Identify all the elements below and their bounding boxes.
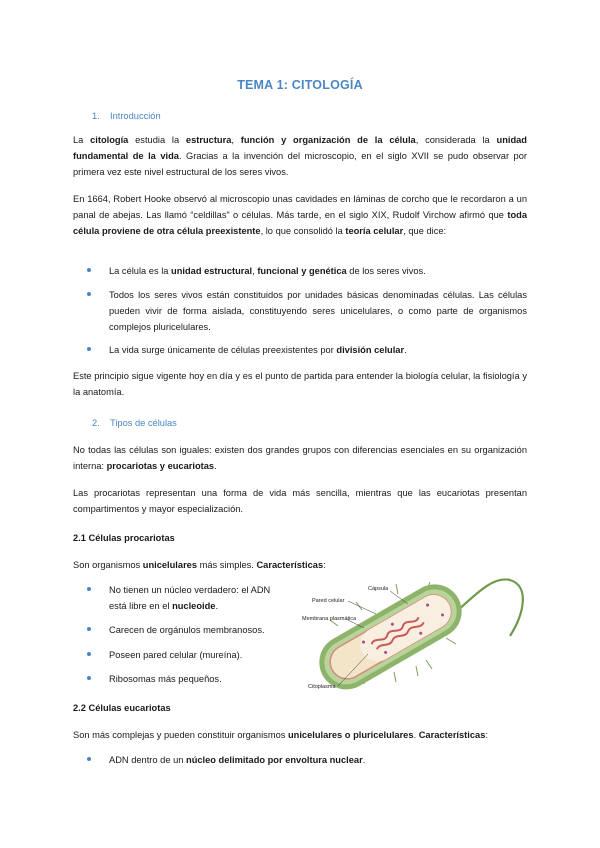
intro-paragraph-1: La citología estudia la estructura, función y organización de la célula, considerada la unidad fundamental de la vida. Gracias a la invención del microscopio, en el siglo XVII se pudo observar por primera vez este nivel estructural de los seres vivos. <box>73 135 527 177</box>
page-title: TEMA 1: CITOLOGÍA <box>237 78 363 92</box>
prokaryotic-cell-diagram <box>298 574 526 694</box>
diagram-label-pared: Pared celular <box>312 598 345 604</box>
section-heading-tipos <box>92 418 177 428</box>
list-item: Ribosomas más pequeños. <box>92 671 292 687</box>
section-label: Tipos de células <box>110 418 177 428</box>
list-item: Todos los seres vivos están constituidos por unidades básicas denominadas células. Las células pueden vivir de forma aislada, constituyendo seres unicelulares, o como parte de organismos complejos pluricelulares. <box>92 287 527 335</box>
bullet-icon <box>87 676 91 680</box>
subsection-heading-procariotas: 2.1 Células procariotas <box>73 533 175 543</box>
diagram-label-capsula: Cápsula <box>368 586 389 592</box>
bullet-icon <box>87 627 91 631</box>
diagram-label-citoplasma: Citoplasma <box>308 684 336 690</box>
capsule-icon <box>309 574 471 694</box>
diagram-label-membrana: Membrana plasmática <box>302 616 357 622</box>
tipos-paragraph-2: Las procariotas representan una forma de vida más sencilla, mientras que las eucariotas presentan compartimentos y mayor especialización. <box>73 488 527 514</box>
bullet-icon <box>87 268 91 272</box>
bullet-icon <box>87 292 91 296</box>
list-item: ADN dentro de un núcleo delimitado por envoltura nuclear. <box>92 752 492 768</box>
section-number: 2. <box>92 418 100 428</box>
bullet-icon <box>87 652 91 656</box>
list-item: Poseen pared celular (mureína). <box>92 647 292 663</box>
intro-paragraph-3: Este principio sigue vigente hoy en día y es el punto de partida para entender la biología celular, la fisiología y la anatomía. <box>73 371 527 397</box>
bullet-icon <box>87 757 91 761</box>
subsection-heading-eucariotas: 2.2 Células eucariotas <box>73 703 171 713</box>
flagellum-icon <box>456 579 523 636</box>
bullet-icon <box>87 347 91 351</box>
eucariotas-intro: Son más complejas y pueden constituir organismos unicelulares o pluricelulares. Características: <box>73 730 488 740</box>
list-item: La célula es la unidad estructural, funcional y genética de los seres vivos. <box>92 263 527 279</box>
section-number: 1. <box>92 111 100 121</box>
tipos-paragraph-1: No todas las células son iguales: existen dos grandes grupos con diferencias esenciales en su organización interna: procariotas y eucariotas. <box>73 445 527 471</box>
list-item: No tienen un núcleo verdadero: el ADN está libre en el nucleoide. <box>92 582 282 614</box>
section-heading-introduccion <box>92 111 161 121</box>
section-label: Introducción <box>110 111 161 121</box>
list-item: Carecen de orgánulos membranosos. <box>92 622 292 638</box>
bullet-icon <box>87 587 91 591</box>
procariotas-intro: Son organismos unicelulares más simples. Características: <box>73 560 326 570</box>
intro-paragraph-2: En 1664, Robert Hooke observó al microscopio unas cavidades en láminas de corcho que le recordaron a un panal de abejas. Las llamó “celdillas” o células. Más tarde, en el siglo XIX, Rudolf Virchow afirmó que toda célula proviene de otra célula preexistente, lo que consolidó la teoría celular, que dice: <box>73 194 527 236</box>
list-item: La vida surge únicamente de células preexistentes por división celular. <box>92 342 527 358</box>
